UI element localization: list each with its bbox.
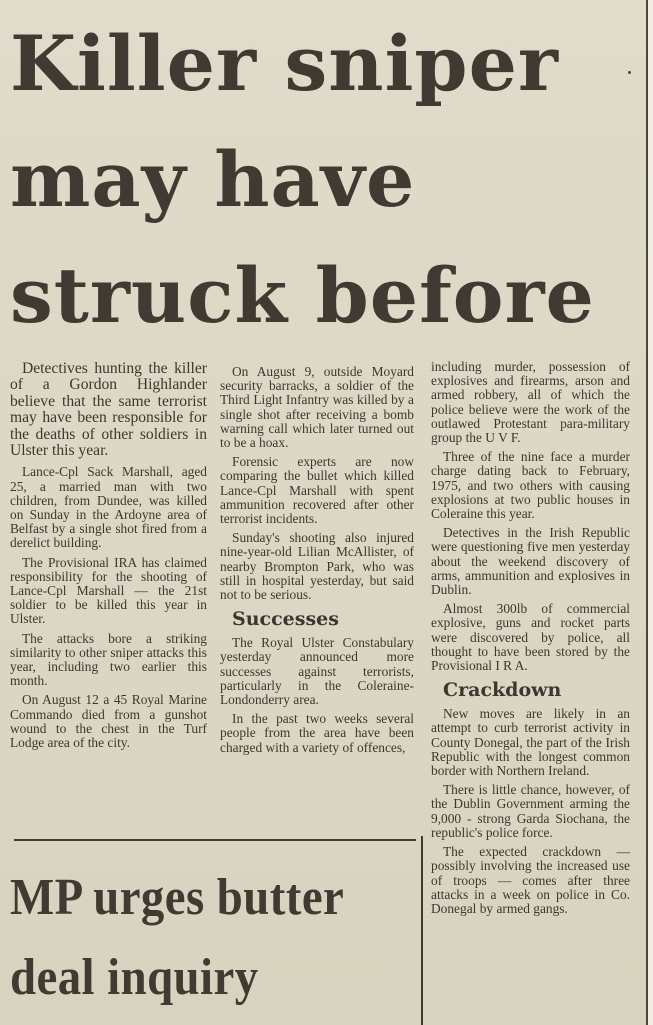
- body-paragraph: including murder, possession of explosives and firearms, arson and armed robbery, all of which the police believe were the work of the outlawed Protestant para-military group the U V F.: [431, 359, 630, 446]
- body-paragraph: Sunday's shooting also injured nine-year-old Lilian McAllister, of nearby Brompton Park, who was still in hospital yesterday, but said not to be serious.: [220, 530, 414, 603]
- second-headline-line-2: deal inquiry: [10, 949, 259, 1006]
- subhead-crackdown: Crackdown: [443, 679, 562, 702]
- body-paragraph: Almost 300lb of commercial explosive, guns and rocket parts were discovered by police, all thought to have been stored by the Provisional I R A.: [431, 601, 630, 674]
- body-paragraph: Forensic experts are now comparing the bullet which killed Lance-Cpl Marshall with spent ammunition recovered after other terrorist incidents.: [220, 454, 414, 527]
- body-paragraph: There is little chance, however, of the Dublin Government arming the 9,000 - strong Garda Siochana, the republic's police force.: [431, 782, 630, 840]
- body-paragraph: In the past two weeks several people from the area have been charged with a variety of offences,: [220, 711, 414, 755]
- article-column-3: [431, 360, 630, 921]
- second-headline: [10, 858, 379, 1018]
- main-headline: [10, 6, 640, 354]
- body-paragraph: Detectives in the Irish Republic were questioning five men yesterday about the weekend discovery of arms, ammunition and explosives in Dublin.: [431, 525, 630, 598]
- body-paragraph: The Provisional IRA has claimed responsibility for the shooting of Lance-Cpl Marshall — the 21st soldier to be killed this year in Ulster.: [10, 554, 207, 627]
- article-column-2: [220, 365, 414, 760]
- article-column-1: [10, 361, 207, 755]
- body-paragraph: On August 9, outside Moyard security barracks, a soldier of the Third Light Infantry was killed by a single shot after receiving a bomb warning call which later turned out to be a hoax.: [220, 364, 414, 451]
- body-paragraph: Lance-Cpl Sack Marshall, aged 25, a married man with two children, from Dundee, was killed on Sunday in the Ardoyne area of Belfast by a single shot fired from a derelict building.: [10, 464, 207, 551]
- article-divider-horizontal: [14, 839, 416, 841]
- headline-line-1: Killer sniper: [10, 19, 559, 108]
- body-paragraph: The expected crackdown — possibly involving the increased use of troops — comes after three attacks in a week on police in Co. Donegal by armed gangs.: [431, 844, 630, 916]
- body-paragraph: The Royal Ulster Constabulary yesterday announced more successes against terrorists, particularly in the Coleraine-Londonderry area.: [220, 635, 414, 708]
- body-paragraph: New moves are likely in an attempt to curb terrorist activity in County Donegal, the part of the Irish Republic with the longest common border with Northern Ireland.: [431, 706, 630, 779]
- lead-paragraph: Detectives hunting the killer of a Gordon Highlander believe that the same terrorist may have been responsible for the deaths of other soldiers in Ulster this year.: [10, 360, 207, 460]
- article-divider-vertical: [421, 836, 423, 1025]
- body-paragraph: The attacks bore a striking similarity to other sniper attacks this year, including two earlier this month.: [10, 630, 207, 689]
- body-paragraph: On August 12 a 45 Royal Marine Commando died from a gunshot wound to the chest in the Turf Lodge area of the city.: [10, 692, 207, 751]
- headline-line-2: may have: [10, 135, 416, 224]
- second-headline-line-1: MP urges butter: [10, 869, 345, 926]
- headline-line-3: struck before: [10, 251, 595, 340]
- body-paragraph: Three of the nine face a murder charge dating back to February, 1975, and two others with causing explosions at two public houses in Coleraine this year.: [431, 449, 630, 522]
- page-edge-margin: [648, 0, 653, 1025]
- subhead-successes: Successes: [232, 608, 339, 631]
